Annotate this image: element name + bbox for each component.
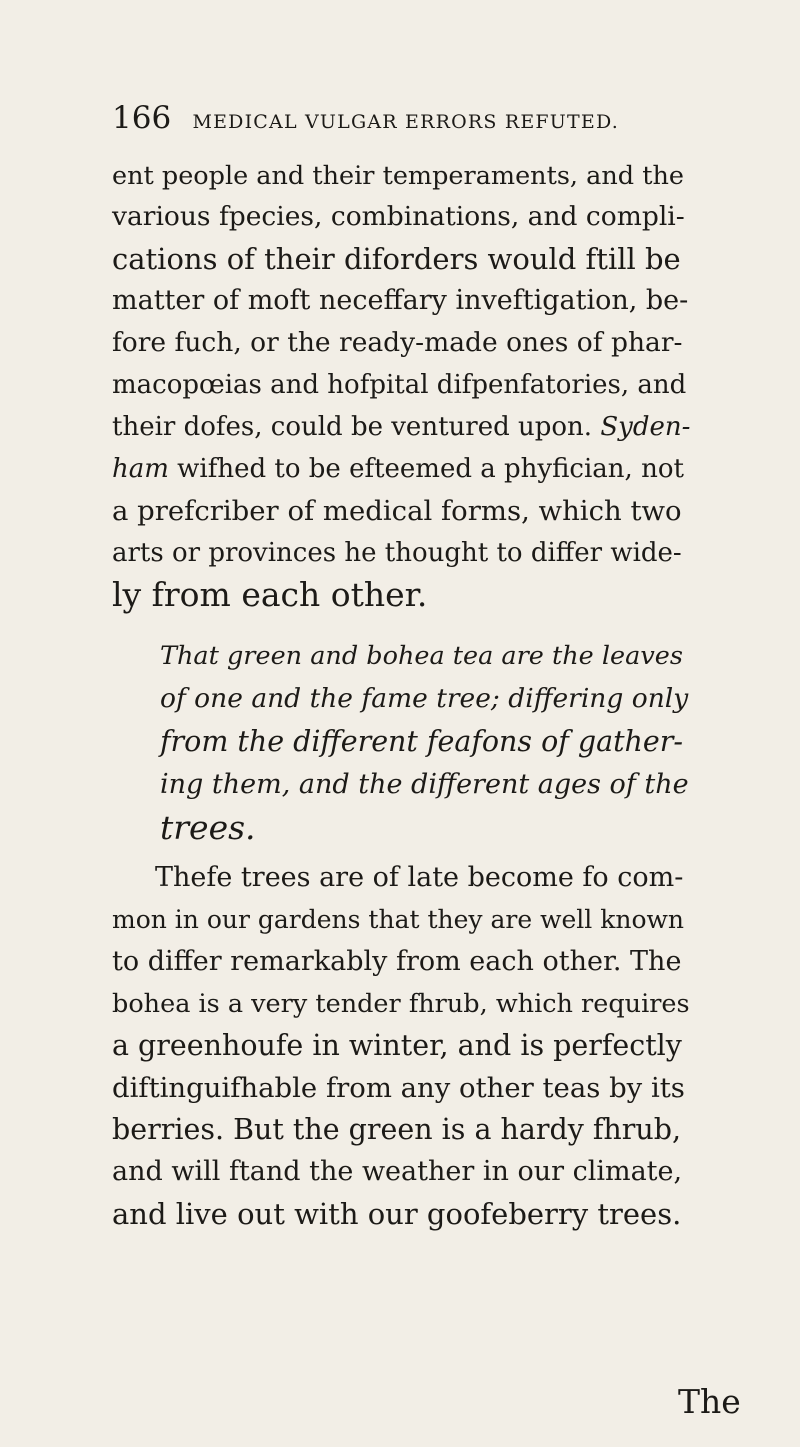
heading-line: trees. <box>160 808 256 847</box>
text-line <box>112 449 684 489</box>
text-line: ent people and their temperaments, and the <box>112 161 684 191</box>
text-line: matter of moft neceffary inveftigation, be- <box>112 285 689 316</box>
heading-line: of one and the fame tree; differing only <box>160 683 689 714</box>
text-line: various fpecies, combinations, and compli- <box>112 201 685 232</box>
text-span: their dofes, could be ventured upon. <box>112 412 593 442</box>
heading-line: from the different feafons of gather- <box>160 725 684 758</box>
heading-line: That green and bohea tea are the leaves <box>160 641 683 671</box>
running-title: MEDICAL VULGAR ERRORS REFUTED. <box>192 111 619 133</box>
text-line: ly from each other. <box>112 575 428 614</box>
text-line: diftinguifhable from any other teas by its <box>112 1072 685 1104</box>
italic-name: Syden- <box>600 412 691 442</box>
text-line: and live out with our goofeberry trees. <box>112 1197 682 1231</box>
catchword: The <box>678 1382 741 1421</box>
text-line: and will ftand the weather in our climate, <box>112 1156 683 1187</box>
text-line: mon in our gardens that they are well known <box>112 905 685 934</box>
text-line: Thefe trees are of late become fo com- <box>155 862 684 893</box>
text-line: bohea is a very tender fhrub, which requires <box>112 989 690 1019</box>
text-line: macopœias and hofpital difpenfatories, and <box>112 370 687 400</box>
text-span: wifhed to be efteemed a phyfician, not <box>177 454 684 484</box>
italic-name: ham <box>112 454 169 484</box>
text-line: cations of their diforders would ftill be <box>112 242 681 276</box>
text-line: berries. But the green is a hardy fhrub, <box>112 1113 682 1146</box>
heading-line: ing them, and the different ages of the <box>160 769 689 800</box>
text-line: a prefcriber of medical forms, which two <box>112 495 682 527</box>
text-line: a greenhoufe in winter, and is perfectly <box>112 1029 682 1062</box>
running-header <box>112 100 619 136</box>
page-number: 166 <box>112 100 172 136</box>
text-line: arts or provinces he thought to differ wide- <box>112 538 682 568</box>
text-line <box>112 407 690 447</box>
text-line: to differ remarkably from each other. The <box>112 946 682 977</box>
text-line: fore fuch, or the ready-made ones of phar- <box>112 327 683 358</box>
